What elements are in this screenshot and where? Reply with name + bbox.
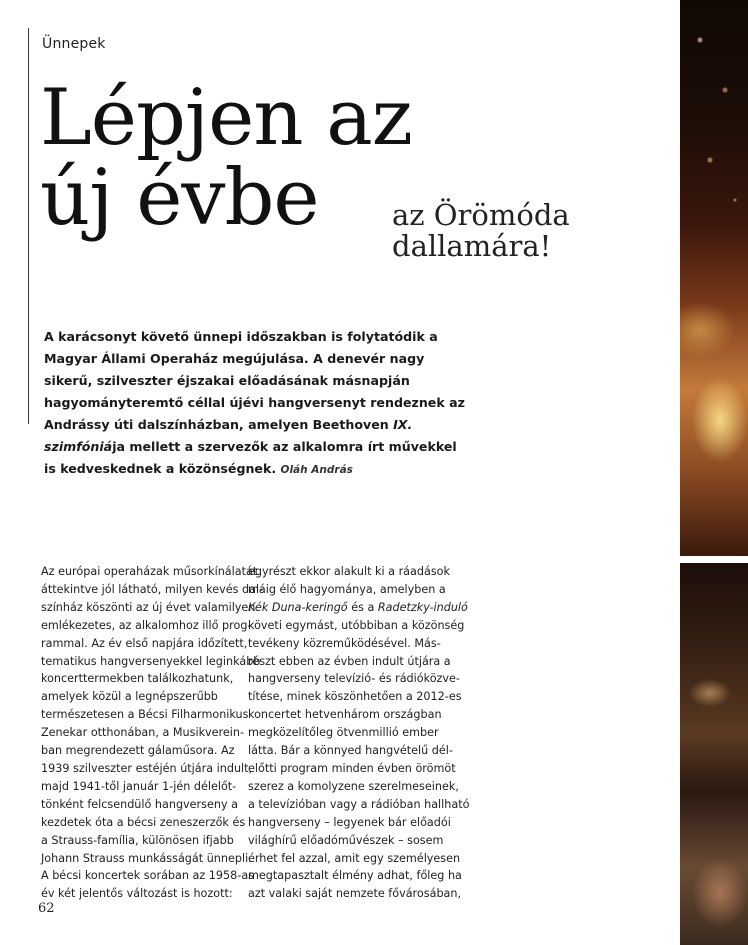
column-line: szerez a komolyzene szerelmeseinek,	[248, 779, 459, 793]
column-line: látta. Bár a könnyed hangvételű dél-	[248, 744, 453, 758]
column-line: részt ebben az évben indult útjára a	[248, 654, 451, 668]
column-line	[248, 599, 468, 617]
column-line: máig élő hagyománya, amelyben a	[248, 582, 446, 596]
work-title-italic: Kék Duna-keringő	[248, 600, 348, 614]
column-line: világhírű előadóművészek – sosem	[248, 833, 444, 847]
column-line: előtti program minden évben örömöt	[248, 761, 456, 775]
column-line: tönként felcsendülő hangverseny a	[41, 797, 238, 811]
page-number: 62	[38, 901, 55, 916]
column-line: títése, minek köszönhetően a 2012-es	[248, 690, 462, 704]
column-line: 1939 szilveszter estéjén útjára indult,	[41, 761, 253, 775]
headline	[40, 73, 412, 243]
column-line: tevékeny közreműködésével. Más-	[248, 636, 441, 650]
column-line: megtapasztalt élmény adhat, főleg ha	[248, 869, 462, 883]
column-line: hangverseny – legyenek bár előadói	[248, 815, 451, 829]
subheadline-line-2: dallamára!	[392, 229, 552, 263]
subheadline	[392, 200, 570, 262]
headline-line-1: Lépjen az	[40, 73, 412, 163]
column-line: a Strauss-família, különösen ifjabb	[41, 833, 234, 847]
column-line: koncertet hetvenhárom országban	[248, 708, 442, 722]
body-column-1	[41, 563, 264, 903]
column-line: a televízióban vagy a rádióban hallható	[248, 797, 470, 811]
firework-sparks	[680, 0, 748, 230]
column-line: természetesen a Bécsi Filharmonikus	[41, 708, 249, 722]
column-line: érhet fel azzal, amit egy személyesen	[248, 851, 461, 865]
column-line: színház köszönti az új évet valamilyen	[41, 600, 256, 614]
column-line: ban megrendezett gálaműsora. Az	[41, 744, 235, 758]
column-line: Az európai operaházak műsorkínálatát	[41, 565, 258, 578]
column-line: Zenekar otthonában, a Musikverein-	[41, 726, 245, 740]
column-line: amelyek közül a legnépszerűbb	[41, 690, 218, 704]
column-line: megközelítőleg ötvenmillió ember	[248, 726, 439, 740]
column-text: és a	[347, 600, 378, 614]
author-byline: Oláh András	[280, 464, 353, 476]
column-line: egyrészt ekkor alakult ki a ráadások	[248, 565, 450, 578]
column-line: majd 1941-től január 1-jén délelőt-	[41, 779, 237, 793]
subheadline-line-1: az Örömóda	[392, 198, 570, 232]
column-line: rammal. Az év első napjára időzített,	[41, 636, 248, 650]
column-line: A bécsi koncertek sorában az 1958-as	[41, 869, 254, 883]
section-label: Ünnepek	[42, 36, 106, 52]
column-line: azt valaki saját nemzete fővárosában,	[248, 887, 462, 901]
column-line: hangverseny televízió- és rádióközve-	[248, 672, 460, 686]
column-line: koncerttermekben találkozhatunk,	[41, 672, 234, 686]
column-line: kezdetek óta a bécsi zeneszerzők és	[41, 815, 246, 829]
column-line: követi egymást, utóbbiban a közönség	[248, 618, 465, 632]
body-column-2	[248, 563, 470, 903]
lead-text-part-2: ja mellett a szervezők az alkalomra írt művekkel is kedveskednek a közönségnek.	[44, 439, 457, 476]
left-rule	[28, 28, 29, 424]
work-title-italic: Radetzky-induló	[377, 600, 468, 614]
column-line: emlékezetes, az alkalomhoz illő prog-	[41, 618, 252, 632]
headline-line-2: új évbe	[40, 153, 319, 243]
column-line: áttekintve jól látható, milyen kevés dal-	[41, 582, 264, 596]
column-line: év két jelentős változást is hozott:	[41, 887, 233, 901]
opera-hall-photo-top	[680, 0, 748, 556]
column-line: tematikus hangversenyekkel leginkább	[41, 654, 261, 668]
page-gutter	[670, 0, 680, 945]
lead-paragraph	[44, 326, 472, 481]
lead-text-part-1: A karácsonyt követő ünnepi időszakban is folytatódik a Magyar Állami Operaház megújulása. A denevér nagy sikerű, szilveszter éjszakai előadásának másnapján hagyományteremtő céllal újévi hangversenyt rendeznek az Andrássy úti dalszínházban, amelyen Beethoven	[44, 329, 465, 432]
lead-italic-title: IX. szimfóniá	[44, 417, 413, 454]
column-line: Johann Strauss munkásságát ünnepli.	[41, 851, 252, 865]
opera-stage-photo-bottom	[680, 563, 748, 945]
